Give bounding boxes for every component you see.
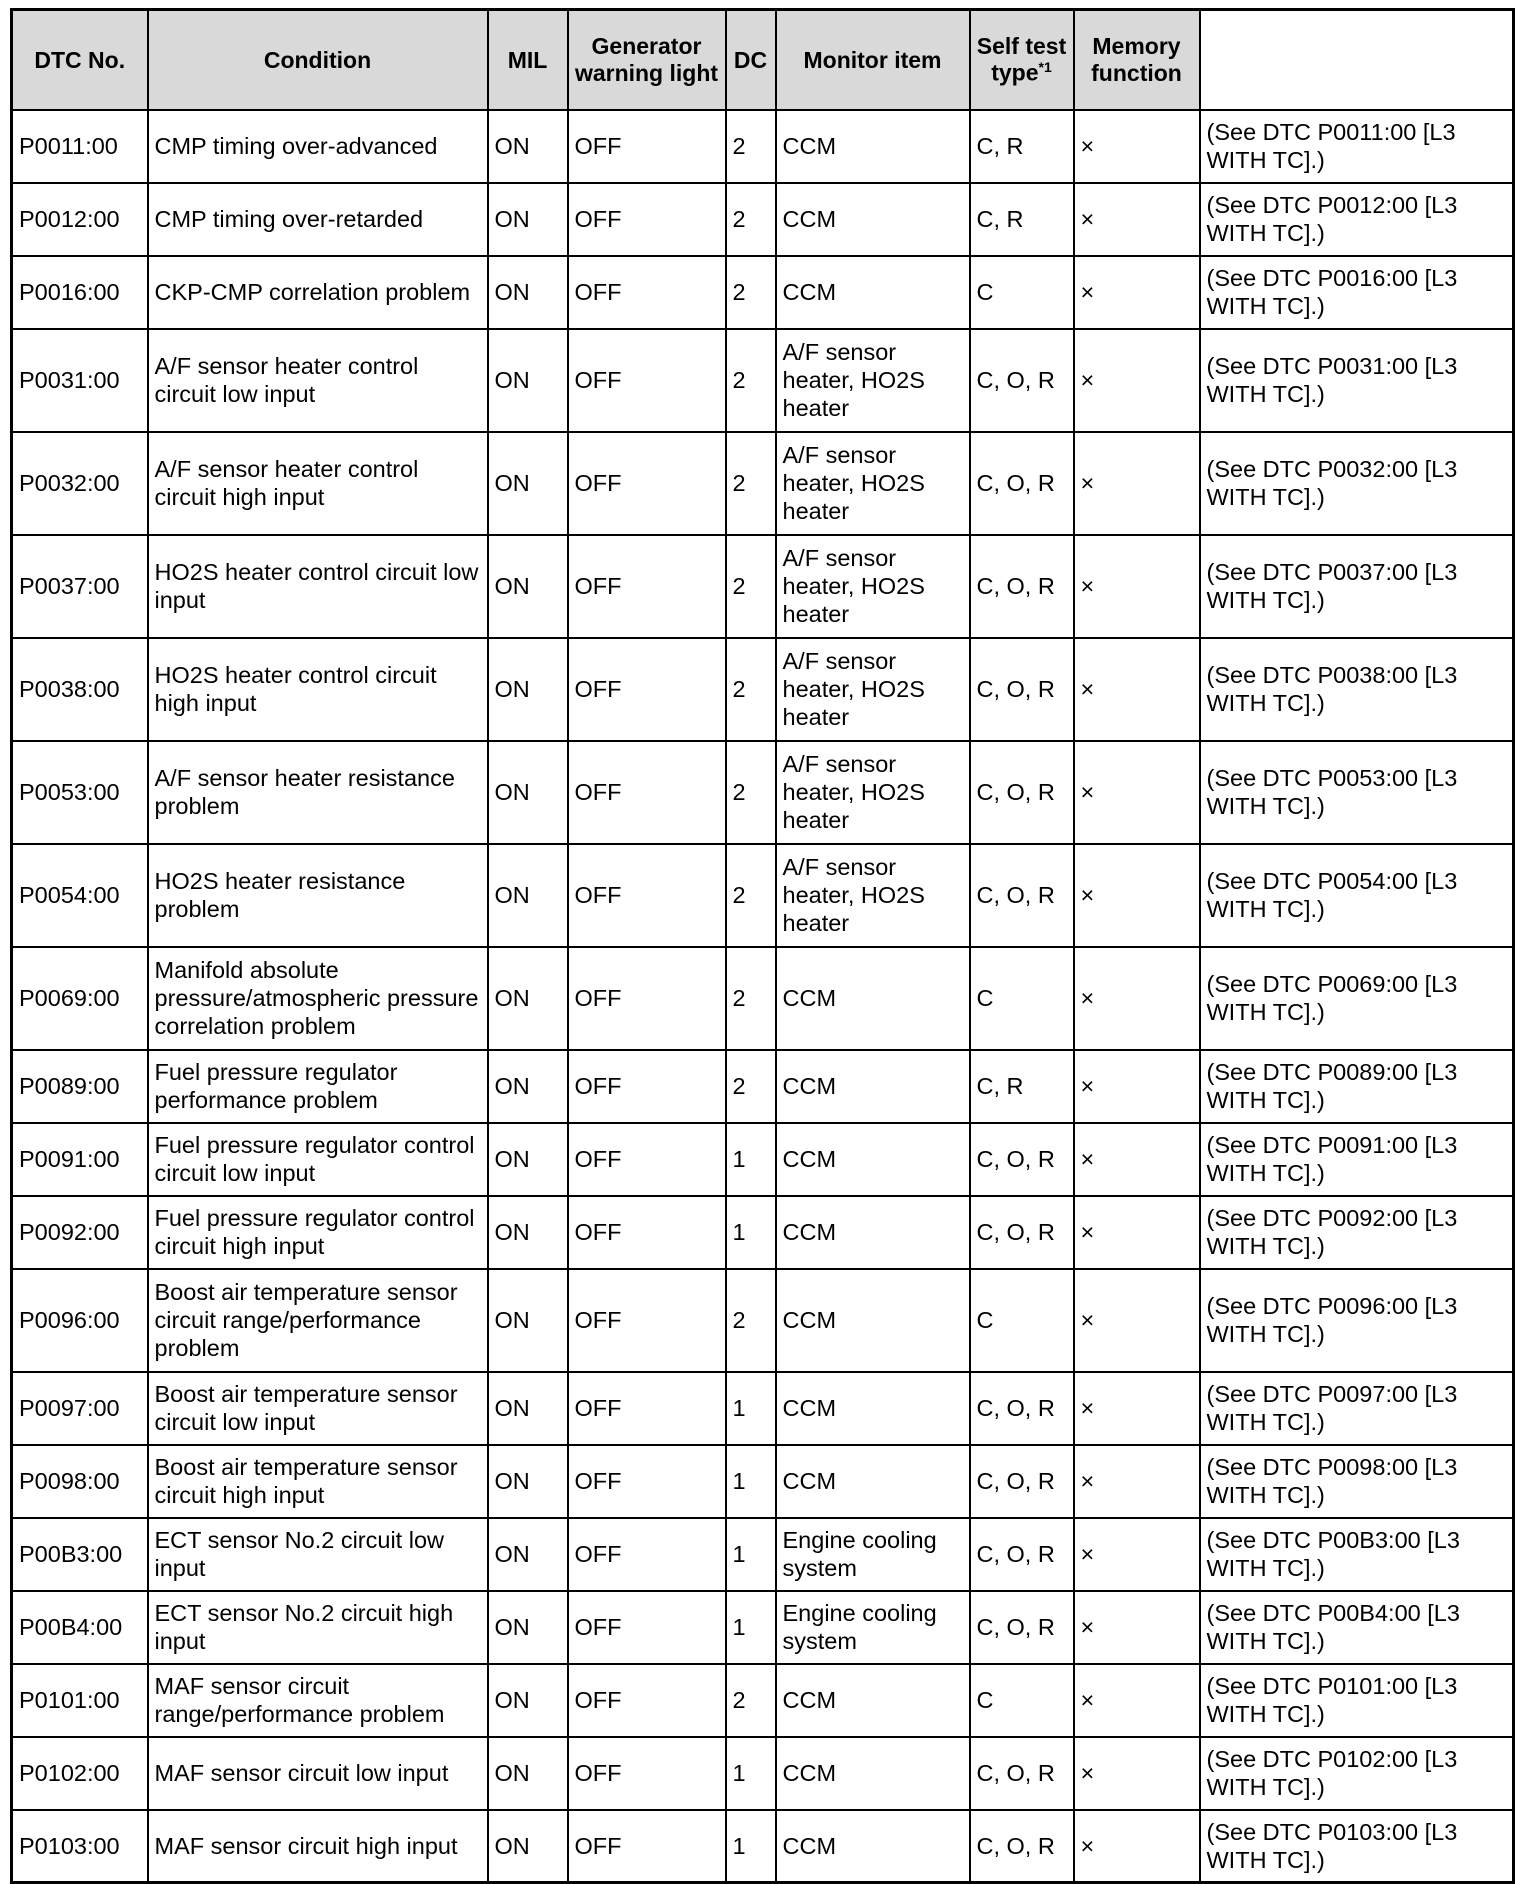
cell-monitor-item: CCM bbox=[776, 947, 970, 1050]
cell-dc: 2 bbox=[726, 183, 776, 256]
cell-generator-warning-light: OFF bbox=[568, 1269, 726, 1372]
cell-condition: ECT sensor No.2 circuit low input bbox=[148, 1518, 488, 1591]
table-row bbox=[12, 1372, 1514, 1445]
cell-reference: (See DTC P0102:00 [L3 WITH TC].) bbox=[1200, 1737, 1514, 1810]
cell-self-test-type: C, O, R bbox=[970, 535, 1074, 638]
table-row bbox=[12, 183, 1514, 256]
cell-generator-warning-light: OFF bbox=[568, 110, 726, 183]
cell-self-test-type: C, R bbox=[970, 183, 1074, 256]
cell-generator-warning-light: OFF bbox=[568, 1050, 726, 1123]
cell-generator-warning-light: OFF bbox=[568, 741, 726, 844]
cell-dtc-no: P0097:00 bbox=[12, 1372, 148, 1445]
cell-self-test-type: C, O, R bbox=[970, 1518, 1074, 1591]
cell-dtc-no: P0101:00 bbox=[12, 1664, 148, 1737]
cell-dtc-no: P0012:00 bbox=[12, 183, 148, 256]
cell-mil: ON bbox=[488, 256, 568, 329]
cell-monitor-item: CCM bbox=[776, 1372, 970, 1445]
cell-monitor-item: CCM bbox=[776, 1123, 970, 1196]
cell-memory-function: × bbox=[1074, 947, 1200, 1050]
cell-reference: (See DTC P0012:00 [L3 WITH TC].) bbox=[1200, 183, 1514, 256]
table-row bbox=[12, 1737, 1514, 1810]
cell-generator-warning-light: OFF bbox=[568, 1591, 726, 1664]
cell-generator-warning-light: OFF bbox=[568, 1810, 726, 1883]
cell-mil: ON bbox=[488, 1196, 568, 1269]
cell-condition: HO2S heater control circuit low input bbox=[148, 535, 488, 638]
cell-dtc-no: P0089:00 bbox=[12, 1050, 148, 1123]
cell-condition: HO2S heater resistance problem bbox=[148, 844, 488, 947]
cell-memory-function: × bbox=[1074, 1664, 1200, 1737]
cell-reference: (See DTC P0011:00 [L3 WITH TC].) bbox=[1200, 110, 1514, 183]
cell-dtc-no: P0031:00 bbox=[12, 329, 148, 432]
cell-condition: Fuel pressure regulator performance problem bbox=[148, 1050, 488, 1123]
table-row bbox=[12, 1269, 1514, 1372]
cell-self-test-type: C, O, R bbox=[970, 638, 1074, 741]
header-dtc-no: DTC No. bbox=[12, 10, 148, 110]
cell-dc: 2 bbox=[726, 844, 776, 947]
table-row bbox=[12, 741, 1514, 844]
cell-generator-warning-light: OFF bbox=[568, 535, 726, 638]
cell-monitor-item: A/F sensor heater, HO2S heater bbox=[776, 844, 970, 947]
cell-reference: (See DTC P0091:00 [L3 WITH TC].) bbox=[1200, 1123, 1514, 1196]
cell-reference: (See DTC P0016:00 [L3 WITH TC].) bbox=[1200, 256, 1514, 329]
cell-condition: Fuel pressure regulator control circuit high input bbox=[148, 1196, 488, 1269]
cell-memory-function: × bbox=[1074, 183, 1200, 256]
cell-monitor-item: CCM bbox=[776, 1810, 970, 1883]
cell-reference: (See DTC P0098:00 [L3 WITH TC].) bbox=[1200, 1445, 1514, 1518]
cell-self-test-type: C, O, R bbox=[970, 741, 1074, 844]
cell-dc: 2 bbox=[726, 1050, 776, 1123]
cell-dc: 2 bbox=[726, 535, 776, 638]
cell-dc: 2 bbox=[726, 741, 776, 844]
cell-monitor-item: A/F sensor heater, HO2S heater bbox=[776, 638, 970, 741]
cell-reference: (See DTC P0097:00 [L3 WITH TC].) bbox=[1200, 1372, 1514, 1445]
cell-mil: ON bbox=[488, 110, 568, 183]
cell-mil: ON bbox=[488, 947, 568, 1050]
cell-condition: A/F sensor heater control circuit high input bbox=[148, 432, 488, 535]
cell-reference: (See DTC P0053:00 [L3 WITH TC].) bbox=[1200, 741, 1514, 844]
cell-generator-warning-light: OFF bbox=[568, 1372, 726, 1445]
cell-monitor-item: CCM bbox=[776, 1664, 970, 1737]
cell-self-test-type: C, O, R bbox=[970, 329, 1074, 432]
cell-monitor-item: CCM bbox=[776, 1737, 970, 1810]
table-row bbox=[12, 1196, 1514, 1269]
cell-dc: 2 bbox=[726, 432, 776, 535]
cell-reference: (See DTC P00B3:00 [L3 WITH TC].) bbox=[1200, 1518, 1514, 1591]
cell-condition: Fuel pressure regulator control circuit low input bbox=[148, 1123, 488, 1196]
header-mil: MIL bbox=[488, 10, 568, 110]
cell-reference: (See DTC P0038:00 [L3 WITH TC].) bbox=[1200, 638, 1514, 741]
cell-dtc-no: P0103:00 bbox=[12, 1810, 148, 1883]
cell-memory-function: × bbox=[1074, 741, 1200, 844]
cell-monitor-item: CCM bbox=[776, 1196, 970, 1269]
cell-generator-warning-light: OFF bbox=[568, 1123, 726, 1196]
cell-condition: CMP timing over-retarded bbox=[148, 183, 488, 256]
table-row bbox=[12, 1518, 1514, 1591]
cell-memory-function: × bbox=[1074, 1737, 1200, 1810]
cell-self-test-type: C, O, R bbox=[970, 1591, 1074, 1664]
table-row bbox=[12, 1810, 1514, 1883]
cell-mil: ON bbox=[488, 1050, 568, 1123]
cell-generator-warning-light: OFF bbox=[568, 256, 726, 329]
cell-condition: MAF sensor circuit low input bbox=[148, 1737, 488, 1810]
cell-generator-warning-light: OFF bbox=[568, 329, 726, 432]
header-reference bbox=[1200, 10, 1514, 110]
cell-dc: 2 bbox=[726, 110, 776, 183]
cell-memory-function: × bbox=[1074, 1050, 1200, 1123]
cell-reference: (See DTC P0096:00 [L3 WITH TC].) bbox=[1200, 1269, 1514, 1372]
header-self-test-type-footnote: *1 bbox=[1038, 59, 1052, 76]
cell-self-test-type: C, O, R bbox=[970, 844, 1074, 947]
cell-mil: ON bbox=[488, 183, 568, 256]
cell-mil: ON bbox=[488, 1810, 568, 1883]
cell-generator-warning-light: OFF bbox=[568, 947, 726, 1050]
cell-dtc-no: P0096:00 bbox=[12, 1269, 148, 1372]
cell-self-test-type: C, O, R bbox=[970, 1196, 1074, 1269]
cell-memory-function: × bbox=[1074, 1810, 1200, 1883]
cell-dtc-no: P0037:00 bbox=[12, 535, 148, 638]
cell-monitor-item: CCM bbox=[776, 183, 970, 256]
cell-dc: 2 bbox=[726, 329, 776, 432]
cell-mil: ON bbox=[488, 535, 568, 638]
cell-self-test-type: C bbox=[970, 1269, 1074, 1372]
cell-dc: 1 bbox=[726, 1518, 776, 1591]
cell-dc: 1 bbox=[726, 1591, 776, 1664]
cell-reference: (See DTC P0037:00 [L3 WITH TC].) bbox=[1200, 535, 1514, 638]
cell-condition: CMP timing over-advanced bbox=[148, 110, 488, 183]
cell-condition: ECT sensor No.2 circuit high input bbox=[148, 1591, 488, 1664]
cell-dc: 2 bbox=[726, 256, 776, 329]
cell-dc: 2 bbox=[726, 1269, 776, 1372]
cell-self-test-type: C, O, R bbox=[970, 1445, 1074, 1518]
cell-monitor-item: CCM bbox=[776, 1445, 970, 1518]
cell-mil: ON bbox=[488, 638, 568, 741]
cell-condition: CKP-CMP correlation problem bbox=[148, 256, 488, 329]
cell-memory-function: × bbox=[1074, 1196, 1200, 1269]
cell-memory-function: × bbox=[1074, 1518, 1200, 1591]
cell-dc: 1 bbox=[726, 1737, 776, 1810]
cell-mil: ON bbox=[488, 1372, 568, 1445]
cell-monitor-item: A/F sensor heater, HO2S heater bbox=[776, 432, 970, 535]
table-row bbox=[12, 1123, 1514, 1196]
cell-mil: ON bbox=[488, 329, 568, 432]
cell-dtc-no: P00B4:00 bbox=[12, 1591, 148, 1664]
cell-mil: ON bbox=[488, 1269, 568, 1372]
table-row bbox=[12, 1445, 1514, 1518]
header-condition: Condition bbox=[148, 10, 488, 110]
cell-dtc-no: P0069:00 bbox=[12, 947, 148, 1050]
cell-mil: ON bbox=[488, 741, 568, 844]
cell-self-test-type: C, O, R bbox=[970, 1372, 1074, 1445]
cell-reference: (See DTC P0031:00 [L3 WITH TC].) bbox=[1200, 329, 1514, 432]
cell-dc: 1 bbox=[726, 1372, 776, 1445]
cell-generator-warning-light: OFF bbox=[568, 1664, 726, 1737]
cell-monitor-item: CCM bbox=[776, 110, 970, 183]
cell-dc: 2 bbox=[726, 947, 776, 1050]
cell-self-test-type: C, O, R bbox=[970, 1737, 1074, 1810]
cell-memory-function: × bbox=[1074, 256, 1200, 329]
cell-condition: MAF sensor circuit range/performance problem bbox=[148, 1664, 488, 1737]
cell-self-test-type: C, O, R bbox=[970, 1810, 1074, 1883]
table-row bbox=[12, 535, 1514, 638]
cell-memory-function: × bbox=[1074, 110, 1200, 183]
cell-reference: (See DTC P0032:00 [L3 WITH TC].) bbox=[1200, 432, 1514, 535]
table-header-row bbox=[12, 10, 1514, 110]
cell-monitor-item: Engine cooling system bbox=[776, 1518, 970, 1591]
cell-self-test-type: C, R bbox=[970, 1050, 1074, 1123]
cell-condition: Boost air temperature sensor circuit low input bbox=[148, 1372, 488, 1445]
cell-monitor-item: CCM bbox=[776, 1269, 970, 1372]
cell-memory-function: × bbox=[1074, 1372, 1200, 1445]
header-self-test-type-label: Self test type bbox=[976, 32, 1067, 87]
cell-dtc-no: P00B3:00 bbox=[12, 1518, 148, 1591]
cell-reference: (See DTC P0103:00 [L3 WITH TC].) bbox=[1200, 1810, 1514, 1883]
header-monitor-item: Monitor item bbox=[776, 10, 970, 110]
cell-reference: (See DTC P0101:00 [L3 WITH TC].) bbox=[1200, 1664, 1514, 1737]
table-body bbox=[12, 110, 1514, 1883]
cell-memory-function: × bbox=[1074, 1269, 1200, 1372]
cell-reference: (See DTC P0089:00 [L3 WITH TC].) bbox=[1200, 1050, 1514, 1123]
cell-generator-warning-light: OFF bbox=[568, 1445, 726, 1518]
header-self-test-type bbox=[970, 10, 1074, 110]
cell-memory-function: × bbox=[1074, 844, 1200, 947]
cell-condition: MAF sensor circuit high input bbox=[148, 1810, 488, 1883]
cell-dtc-no: P0032:00 bbox=[12, 432, 148, 535]
cell-mil: ON bbox=[488, 432, 568, 535]
cell-condition: Manifold absolute pressure/atmospheric pressure correlation problem bbox=[148, 947, 488, 1050]
cell-condition: A/F sensor heater control circuit low input bbox=[148, 329, 488, 432]
cell-memory-function: × bbox=[1074, 1123, 1200, 1196]
cell-self-test-type: C bbox=[970, 1664, 1074, 1737]
cell-generator-warning-light: OFF bbox=[568, 1196, 726, 1269]
table-row bbox=[12, 1664, 1514, 1737]
cell-memory-function: × bbox=[1074, 535, 1200, 638]
table-row bbox=[12, 1050, 1514, 1123]
cell-condition: HO2S heater control circuit high input bbox=[148, 638, 488, 741]
cell-monitor-item: Engine cooling system bbox=[776, 1591, 970, 1664]
cell-memory-function: × bbox=[1074, 432, 1200, 535]
cell-memory-function: × bbox=[1074, 329, 1200, 432]
cell-generator-warning-light: OFF bbox=[568, 432, 726, 535]
cell-dc: 1 bbox=[726, 1810, 776, 1883]
table-row bbox=[12, 329, 1514, 432]
cell-dtc-no: P0016:00 bbox=[12, 256, 148, 329]
cell-mil: ON bbox=[488, 844, 568, 947]
cell-self-test-type: C bbox=[970, 947, 1074, 1050]
cell-monitor-item: A/F sensor heater, HO2S heater bbox=[776, 329, 970, 432]
header-dc: DC bbox=[726, 10, 776, 110]
table-row bbox=[12, 1591, 1514, 1664]
cell-generator-warning-light: OFF bbox=[568, 844, 726, 947]
cell-monitor-item: A/F sensor heater, HO2S heater bbox=[776, 535, 970, 638]
cell-dc: 2 bbox=[726, 1664, 776, 1737]
cell-condition: A/F sensor heater resistance problem bbox=[148, 741, 488, 844]
cell-dc: 2 bbox=[726, 638, 776, 741]
cell-self-test-type: C, O, R bbox=[970, 1123, 1074, 1196]
cell-dtc-no: P0011:00 bbox=[12, 110, 148, 183]
cell-mil: ON bbox=[488, 1737, 568, 1810]
cell-dtc-no: P0102:00 bbox=[12, 1737, 148, 1810]
table-row bbox=[12, 432, 1514, 535]
cell-monitor-item: CCM bbox=[776, 256, 970, 329]
cell-mil: ON bbox=[488, 1445, 568, 1518]
cell-dtc-no: P0092:00 bbox=[12, 1196, 148, 1269]
cell-memory-function: × bbox=[1074, 1591, 1200, 1664]
cell-mil: ON bbox=[488, 1123, 568, 1196]
cell-reference: (See DTC P0092:00 [L3 WITH TC].) bbox=[1200, 1196, 1514, 1269]
cell-mil: ON bbox=[488, 1591, 568, 1664]
table-row bbox=[12, 638, 1514, 741]
cell-dtc-no: P0053:00 bbox=[12, 741, 148, 844]
cell-dtc-no: P0091:00 bbox=[12, 1123, 148, 1196]
table-row bbox=[12, 256, 1514, 329]
cell-reference: (See DTC P00B4:00 [L3 WITH TC].) bbox=[1200, 1591, 1514, 1664]
cell-generator-warning-light: OFF bbox=[568, 1737, 726, 1810]
cell-dtc-no: P0054:00 bbox=[12, 844, 148, 947]
cell-dc: 1 bbox=[726, 1123, 776, 1196]
header-generator-warning-light: Generator warning light bbox=[568, 10, 726, 110]
cell-reference: (See DTC P0069:00 [L3 WITH TC].) bbox=[1200, 947, 1514, 1050]
table-row bbox=[12, 110, 1514, 183]
cell-generator-warning-light: OFF bbox=[568, 1518, 726, 1591]
cell-mil: ON bbox=[488, 1518, 568, 1591]
cell-memory-function: × bbox=[1074, 1445, 1200, 1518]
cell-condition: Boost air temperature sensor circuit high input bbox=[148, 1445, 488, 1518]
cell-dc: 1 bbox=[726, 1445, 776, 1518]
cell-condition: Boost air temperature sensor circuit range/performance problem bbox=[148, 1269, 488, 1372]
cell-generator-warning-light: OFF bbox=[568, 638, 726, 741]
table-row bbox=[12, 947, 1514, 1050]
cell-reference: (See DTC P0054:00 [L3 WITH TC].) bbox=[1200, 844, 1514, 947]
cell-self-test-type: C bbox=[970, 256, 1074, 329]
cell-generator-warning-light: OFF bbox=[568, 183, 726, 256]
cell-dc: 1 bbox=[726, 1196, 776, 1269]
cell-mil: ON bbox=[488, 1664, 568, 1737]
cell-dtc-no: P0038:00 bbox=[12, 638, 148, 741]
cell-monitor-item: CCM bbox=[776, 1050, 970, 1123]
cell-dtc-no: P0098:00 bbox=[12, 1445, 148, 1518]
cell-self-test-type: C, R bbox=[970, 110, 1074, 183]
cell-monitor-item: A/F sensor heater, HO2S heater bbox=[776, 741, 970, 844]
header-memory-function: Memory function bbox=[1074, 10, 1200, 110]
table-row bbox=[12, 844, 1514, 947]
cell-memory-function: × bbox=[1074, 638, 1200, 741]
cell-self-test-type: C, O, R bbox=[970, 432, 1074, 535]
dtc-table bbox=[10, 8, 1515, 1884]
